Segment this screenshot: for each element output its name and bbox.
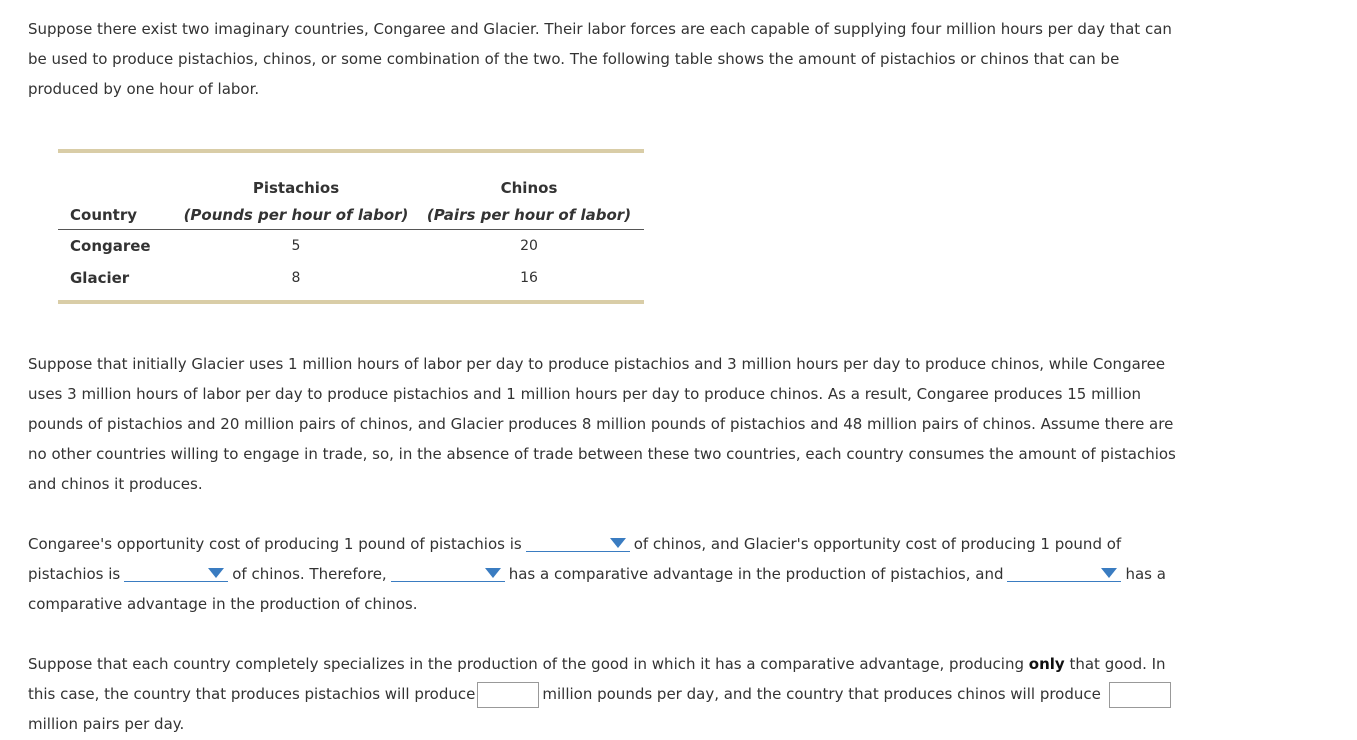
emphasis-only: only — [1028, 655, 1065, 673]
row-country: Glacier — [70, 269, 130, 287]
table-row — [58, 230, 644, 263]
question-text-4: has a comparative advantage in the production of pistachios, and — [508, 565, 1004, 583]
pistachios-advantage-country-dropdown[interactable] — [391, 563, 505, 582]
special-text-1: Suppose that each country completely specializes in the production of the good in which it has a comparative advantage, producing — [28, 655, 1024, 673]
pistachios-production-input[interactable] — [477, 682, 539, 708]
row-pistachios: 8 — [291, 270, 301, 286]
special-text-2: that good. In this case, the country that produces pistachios will produce — [28, 655, 1166, 703]
header-pistachios-unit: (Pounds per hour of labor) — [178, 201, 414, 230]
row-pistachios: 5 — [291, 238, 301, 254]
header-chinos-unit: (Pairs per hour of labor) — [414, 201, 644, 230]
table-bottom-rule — [58, 300, 644, 304]
productivity-table — [58, 149, 644, 304]
header-pistachios: Pistachios — [252, 179, 340, 197]
row-chinos: 16 — [520, 270, 538, 286]
chevron-down-icon — [485, 568, 501, 578]
chevron-down-icon — [610, 538, 626, 548]
specialization-question — [28, 649, 1178, 739]
chinos-advantage-country-dropdown[interactable] — [1007, 563, 1121, 582]
table-row — [58, 262, 644, 300]
chevron-down-icon — [1101, 568, 1117, 578]
glacier-opportunity-cost-dropdown[interactable] — [124, 563, 228, 582]
question-text-2: of chinos, and Glacier's opportunity cost of producing 1 pound of pistachios is — [28, 535, 1122, 583]
question-text-5: has a comparative advantage in the production of chinos. — [28, 565, 1166, 613]
chinos-production-input[interactable] — [1109, 682, 1171, 708]
header-country: Country — [58, 201, 178, 230]
row-country: Congaree — [70, 237, 151, 255]
initial-allocation-paragraph: Suppose that initially Glacier uses 1 million hours of labor per day to produce pistachios and 3 million hours per day to produce chinos, while Congaree uses 3 million hours of labor per day to produce pistachios and 1 million hours per day to produce chinos. As a result, Congaree produces 15 million pounds of pistachios and 20 million pairs of chinos, and Glacier produces 8 million pounds of pistachios and 48 million pairs of chinos. Assume there are no other countries willing to engage in trade, so, in the absence of trade between these two countries, each country consumes the amount of pistachios and chinos it produces. — [28, 355, 1176, 493]
opportunity-cost-question — [28, 529, 1178, 619]
congaree-opportunity-cost-dropdown[interactable] — [526, 533, 630, 552]
special-text-3: million pounds per day, and the country that produces chinos will produce — [542, 685, 1101, 703]
special-text-4: million pairs per day. — [28, 715, 185, 733]
question-text-1: Congaree's opportunity cost of producing 1 pound of pistachios is — [28, 535, 522, 553]
question-text-3: of chinos. Therefore, — [232, 565, 387, 583]
header-chinos: Chinos — [500, 179, 558, 197]
header-blank — [58, 153, 178, 201]
chevron-down-icon — [208, 568, 224, 578]
intro-paragraph: Suppose there exist two imaginary countries, Congaree and Glacier. Their labor forces are each capable of supplying four million hours per day that can be used to produce pistachios, chinos, or some combination of the two. The following table shows the amount of pistachios or chinos that can be produced by one hour of labor. — [28, 20, 1172, 98]
row-chinos: 20 — [520, 238, 538, 254]
